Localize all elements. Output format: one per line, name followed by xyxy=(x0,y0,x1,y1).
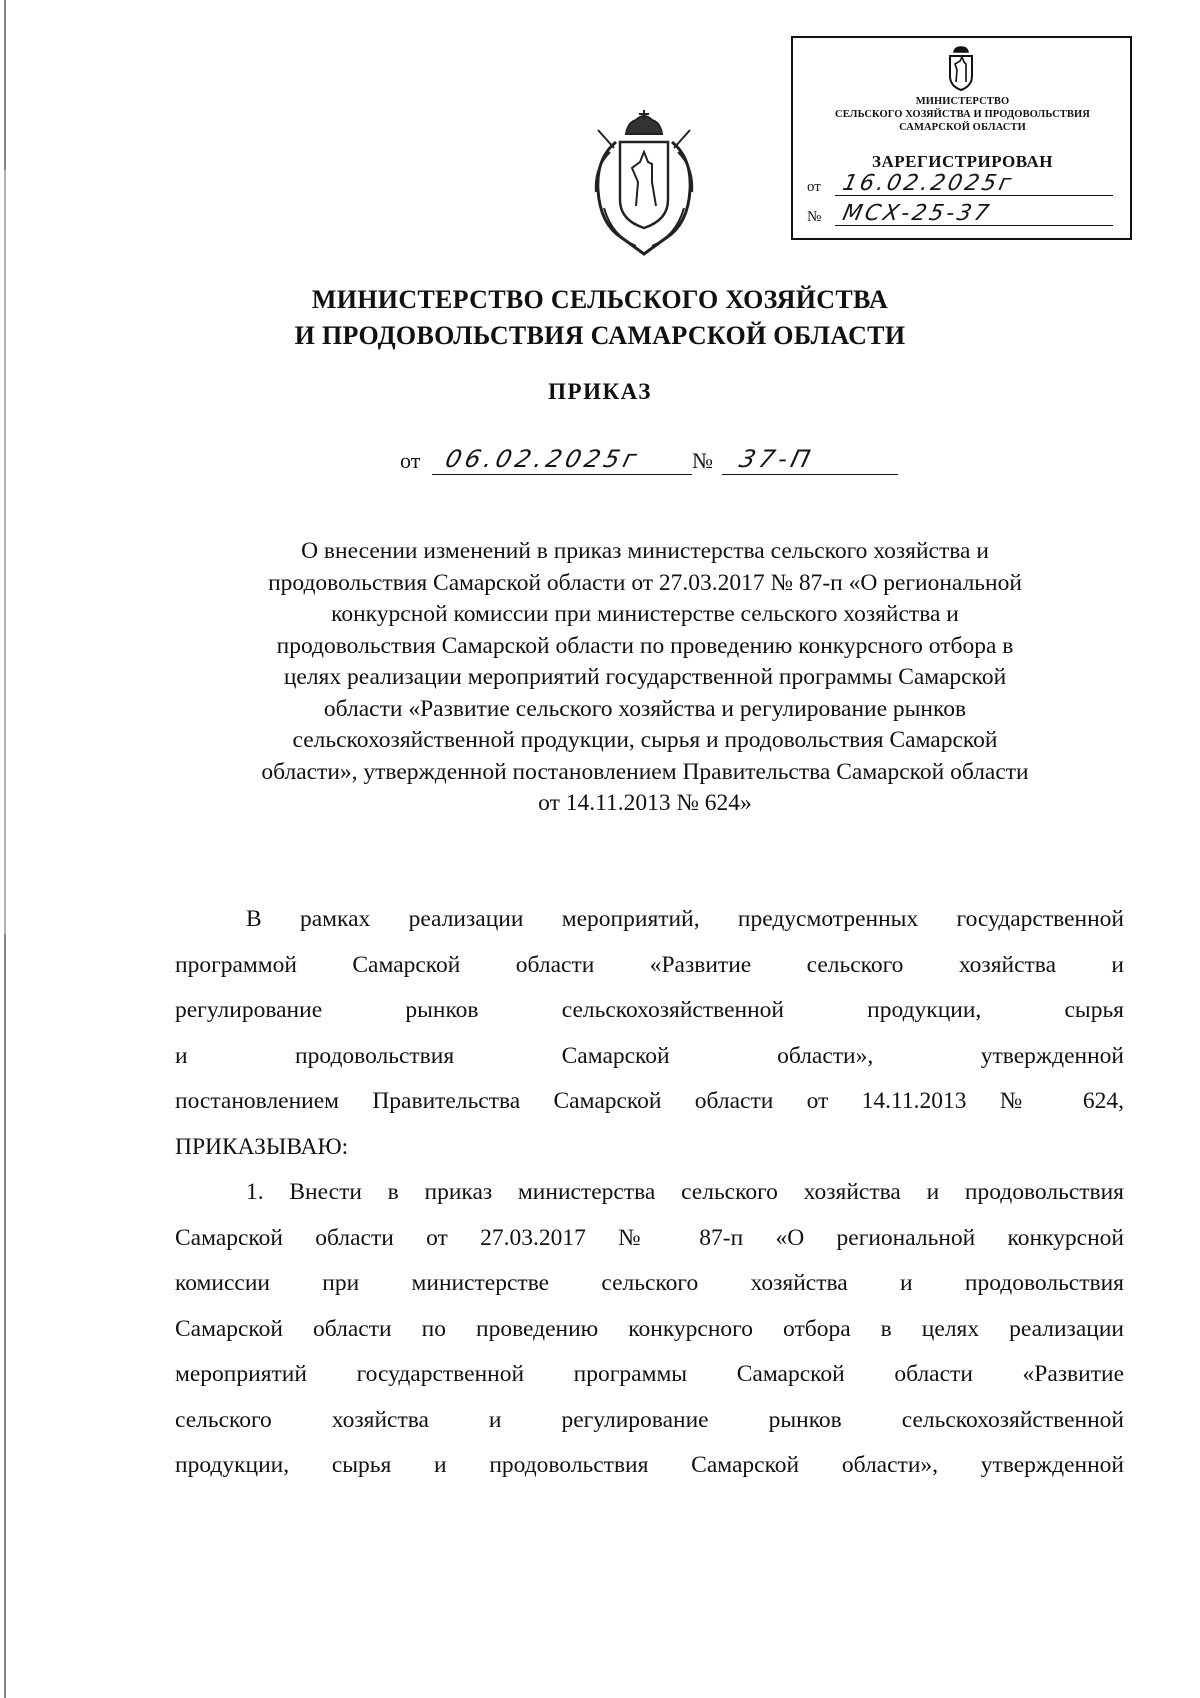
subject-line: области «Развитие сельского хозяйства и регулирование рынков xyxy=(323,695,967,722)
stamp-date-label: от xyxy=(807,179,821,195)
subject-line: конкурсной комиссии при министерстве сельского хозяйства и xyxy=(331,601,959,627)
registration-stamp xyxy=(791,36,1132,240)
stamp-org-line-3: САМАРСКОЙ ОБЛАСТИ xyxy=(899,122,1026,133)
order-number-label: № xyxy=(692,448,713,473)
order-subject xyxy=(180,536,1110,820)
order-number-handwritten: 37-П xyxy=(736,445,817,473)
body-line: сельского хозяйства и регулирование рынков сельскохозяйственной xyxy=(175,1406,1124,1433)
body-line: 1. Внести в приказ министерства сельского хозяйства и продовольствия xyxy=(246,1179,1124,1205)
subject-line: продовольствия Самарской области от 27.03.2017 № 87-п «О региональной xyxy=(268,569,1022,596)
body-line: Самарской области от 27.03.2017 № 87-п «О региональной конкурсной xyxy=(175,1224,1124,1251)
order-date-label: от xyxy=(400,448,421,473)
stamp-number-handwritten: МСХ-25-37 xyxy=(840,201,994,226)
stamp-org-line-2: СЕЛЬСКОГО ХОЗЯЙСТВА И ПРОДОВОЛЬСТВИЯ xyxy=(835,109,1090,120)
stamp-org-line-1: МИНИСТЕРСТВО xyxy=(915,96,1010,107)
subject-line: от 14.11.2013 № 624» xyxy=(538,790,752,816)
ministry-name-line-1: МИНИСТЕРСТВО СЕЛЬСКОГО ХОЗЯЙСТВА xyxy=(311,285,889,314)
order-body xyxy=(175,897,1124,1489)
body-line: комиссии при министерстве сельского хозяйства и продовольствия xyxy=(175,1270,1124,1296)
subject-line: области», утвержденной постановлением Правительства Самарской области xyxy=(261,758,1029,785)
subject-line: продовольствия Самарской области по проведению конкурсного отбора в xyxy=(276,632,1014,659)
coat-of-arms-icon xyxy=(586,108,702,260)
body-line: продукции, сырья и продовольствия Самарской области», утвержденной xyxy=(175,1452,1124,1478)
subject-line: сельскохозяйственной продукции, сырья и продовольствия Самарской xyxy=(292,727,998,753)
order-number-underline xyxy=(722,474,898,475)
body-line: Самарской области по проведению конкурсного отбора в целях реализации xyxy=(175,1315,1124,1342)
stamp-number-row xyxy=(807,202,1113,228)
subject-line: О внесении изменений в приказ министерства сельского хозяйства и xyxy=(301,538,989,564)
order-date-underline xyxy=(432,474,692,475)
body-line: ПРИКАЗЫВАЮ: xyxy=(175,1133,349,1160)
stamp-emblem-icon xyxy=(941,44,981,94)
stamp-date-handwritten: 16.02.2025г xyxy=(840,171,1017,196)
stamp-registered-label: ЗАРЕГИСТРИРОВАН xyxy=(871,152,1053,171)
body-line: программой Самарской области «Развитие сельского хозяйства и xyxy=(175,951,1124,978)
document-type: ПРИКАЗ xyxy=(548,379,652,404)
body-line: и продовольствия Самарской области», утвержденной xyxy=(175,1042,1124,1069)
body-line: В рамках реализации мероприятий, предусмотренных государственной xyxy=(246,906,1124,932)
ministry-name-line-2: И ПРОДОВОЛЬСТВИЯ САМАРСКОЙ ОБЛАСТИ xyxy=(294,321,906,350)
body-line: регулирование рынков сельскохозяйственной продукции, сырья xyxy=(175,997,1124,1023)
body-line: мероприятий государственной программы Самарской области «Развитие xyxy=(175,1361,1124,1387)
scan-edge xyxy=(4,0,6,1698)
subject-line: целях реализации мероприятий государственной программы Самарской xyxy=(283,664,1007,690)
order-date-number xyxy=(400,444,900,478)
stamp-number-label: № xyxy=(807,209,822,225)
stamp-date-row xyxy=(807,172,1113,198)
order-date-handwritten: 06.02.2025г xyxy=(442,445,644,473)
body-line: постановлением Правительства Самарской области от 14.11.2013 № 624, xyxy=(175,1088,1124,1114)
